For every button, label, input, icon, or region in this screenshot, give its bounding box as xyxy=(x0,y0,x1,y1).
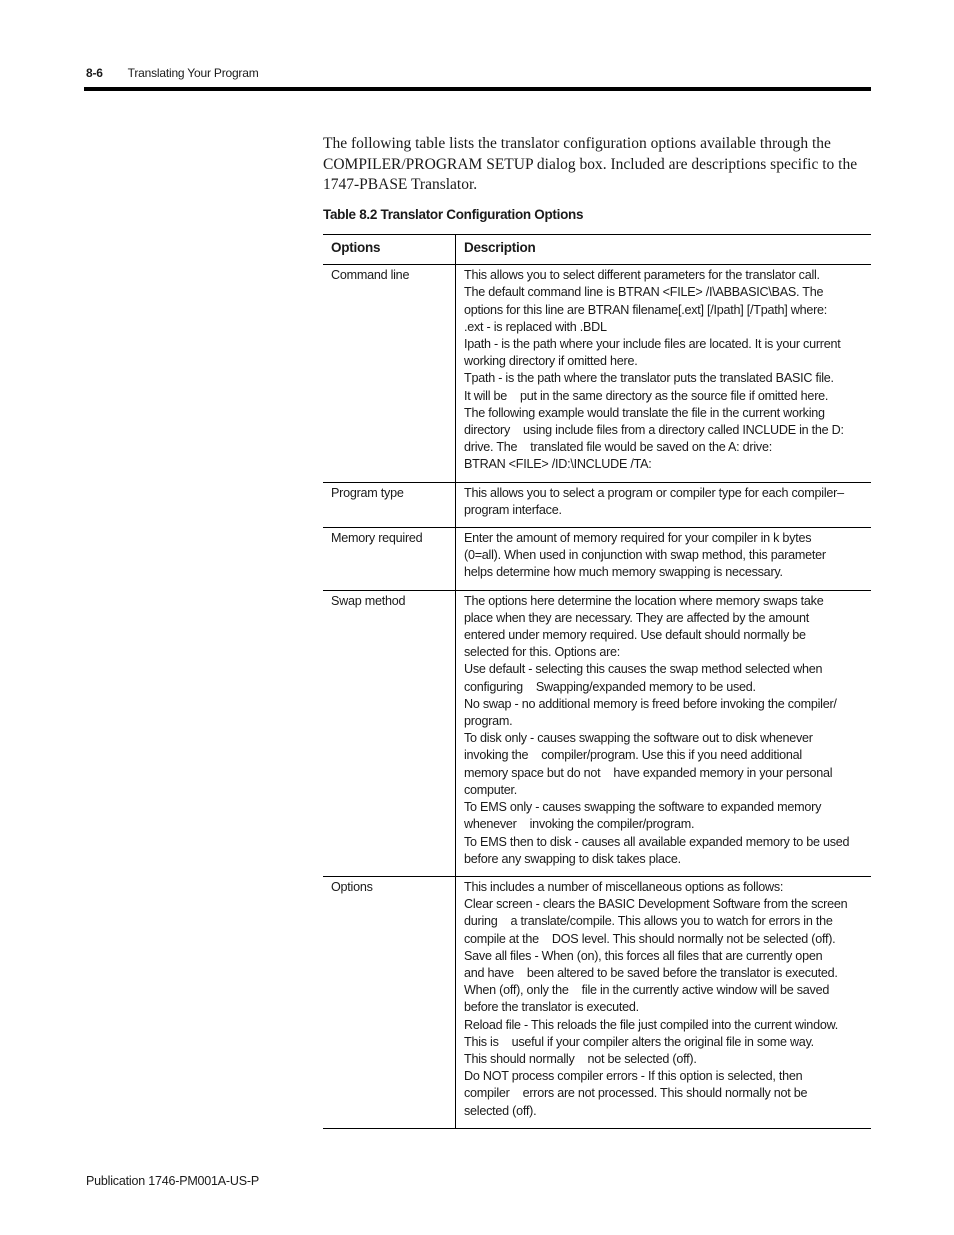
table-row xyxy=(323,528,871,591)
option-name-cell: Memory required xyxy=(323,528,456,591)
description-line: computer. xyxy=(464,782,518,797)
description-line: .ext - is replaced with .BDL xyxy=(464,319,607,334)
table-body xyxy=(323,265,871,1129)
option-description-cell xyxy=(456,876,872,1128)
option-name-cell: Program type xyxy=(323,482,456,527)
option-description-cell xyxy=(456,590,872,876)
option-name-cell: Swap method xyxy=(323,590,456,876)
description-line: Reload file - This reloads the file just compiled into the current window. xyxy=(464,1017,838,1032)
description-line: selected (off). xyxy=(464,1103,537,1118)
option-description-cell xyxy=(456,265,872,482)
description-line: This is useful if your compiler alters the original file in some way. xyxy=(464,1034,814,1049)
running-header xyxy=(86,66,259,80)
description-line: Do NOT process compiler errors - If this option is selected, then xyxy=(464,1069,803,1084)
option-name-cell: Command line xyxy=(323,265,456,482)
description-line: invoking the compiler/program. Use this if you need additional xyxy=(464,748,802,763)
table-row xyxy=(323,482,871,527)
description-line: The options here determine the location where memory swaps take xyxy=(464,593,824,608)
description-line: This should normally not be selected (off). xyxy=(464,1051,697,1066)
description-line: directory using include files from a directory called INCLUDE in the D: xyxy=(464,423,844,438)
description-line: entered under memory required. Use default should normally be xyxy=(464,628,806,643)
description-line: and have been altered to be saved before the translator is executed. xyxy=(464,965,838,980)
option-description-cell xyxy=(456,482,872,527)
description-line: This allows you to select different parameters for the translator call. xyxy=(464,268,820,283)
table-row xyxy=(323,590,871,876)
header-rule xyxy=(84,87,871,91)
description-line: Save all files - When (on), this forces all files that are currently open xyxy=(464,948,823,963)
description-line: selected for this. Options are: xyxy=(464,645,621,660)
option-description-cell xyxy=(456,528,872,591)
description-line: options for this line are BTRAN filename[.ext] [/Ipath] [/Tpath] where: xyxy=(464,302,828,317)
description-line: configuring Swapping/expanded memory to be used. xyxy=(464,679,756,694)
description-line: Use default - selecting this causes the swap method selected when xyxy=(464,662,823,677)
description-line: working directory if omitted here. xyxy=(464,354,638,369)
description-line: (0=all). When used in conjunction with swap method, this parameter xyxy=(464,548,826,563)
description-line: To EMS only - causes swapping the software to expanded memory xyxy=(464,800,822,815)
description-line: whenever invoking the compiler/program. xyxy=(464,817,695,832)
description-line: place when they are necessary. They are affected by the amount xyxy=(464,610,810,625)
description-line: Ipath - is the path where your include files are located. It is your current xyxy=(464,337,841,352)
description-line: BTRAN <FILE> /ID:\INCLUDE /TA: xyxy=(464,457,652,472)
table-row xyxy=(323,265,871,482)
description-line: memory space but do not have expanded memory in your personal xyxy=(464,765,833,780)
description-line: No swap - no additional memory is freed before invoking the compiler/ xyxy=(464,696,837,711)
description-line: Enter the amount of memory required for your compiler in k bytes xyxy=(464,531,812,546)
description-line: during a translate/compile. This allows you to watch for errors in the xyxy=(464,914,833,929)
intro-paragraph: The following table lists the translator configuration options available through the COMPILER/PROGRAM SETUP dialog box. Included are descriptions specific to the 1747-PBASE Translator. xyxy=(323,135,858,193)
section-title: Translating Your Program xyxy=(127,66,259,80)
description-line: program. xyxy=(464,714,513,729)
table-caption: Table 8.2 Translator Configuration Options xyxy=(323,207,584,222)
description-line: before any swapping to disk takes place. xyxy=(464,851,681,866)
description-line: program interface. xyxy=(464,502,562,517)
description-line: compile at the DOS level. This should normally not be selected (off). xyxy=(464,931,836,946)
description-line: This includes a number of miscellaneous options as follows: xyxy=(464,879,784,894)
options-column-header: Options xyxy=(323,235,456,265)
description-line: To disk only - causes swapping the software out to disk whenever xyxy=(464,731,813,746)
table-header-row xyxy=(323,235,871,265)
options-table xyxy=(323,234,871,1129)
description-line: compiler errors are not processed. This should normally not be xyxy=(464,1086,808,1101)
description-line: It will be put in the same directory as the source file if omitted here. xyxy=(464,388,829,403)
description-line: drive. The translated file would be saved on the A: drive: xyxy=(464,440,772,455)
description-column-header: Description xyxy=(456,235,872,265)
page-number: 8-6 xyxy=(86,66,103,80)
description-line: helps determine how much memory swapping is necessary. xyxy=(464,565,783,580)
description-line: before the translator is executed. xyxy=(464,1000,639,1015)
table-row xyxy=(323,876,871,1128)
description-line: To EMS then to disk - causes all available expanded memory to be used xyxy=(464,834,850,849)
description-line: This allows you to select a program or compiler type for each compiler– xyxy=(464,485,844,500)
description-line: The following example would translate the file in the current working xyxy=(464,405,825,420)
description-line: The default command line is BTRAN <FILE> /I\ABBASIC\BAS. The xyxy=(464,285,824,300)
description-line: When (off), only the file in the currently active window will be saved xyxy=(464,983,830,998)
publication-footer: Publication 1746-PM001A-US-P xyxy=(86,1174,259,1188)
description-line: Clear screen - clears the BASIC Development Software from the screen xyxy=(464,897,848,912)
description-line: Tpath - is the path where the translator puts the translated BASIC file. xyxy=(464,371,834,386)
option-name-cell: Options xyxy=(323,876,456,1128)
